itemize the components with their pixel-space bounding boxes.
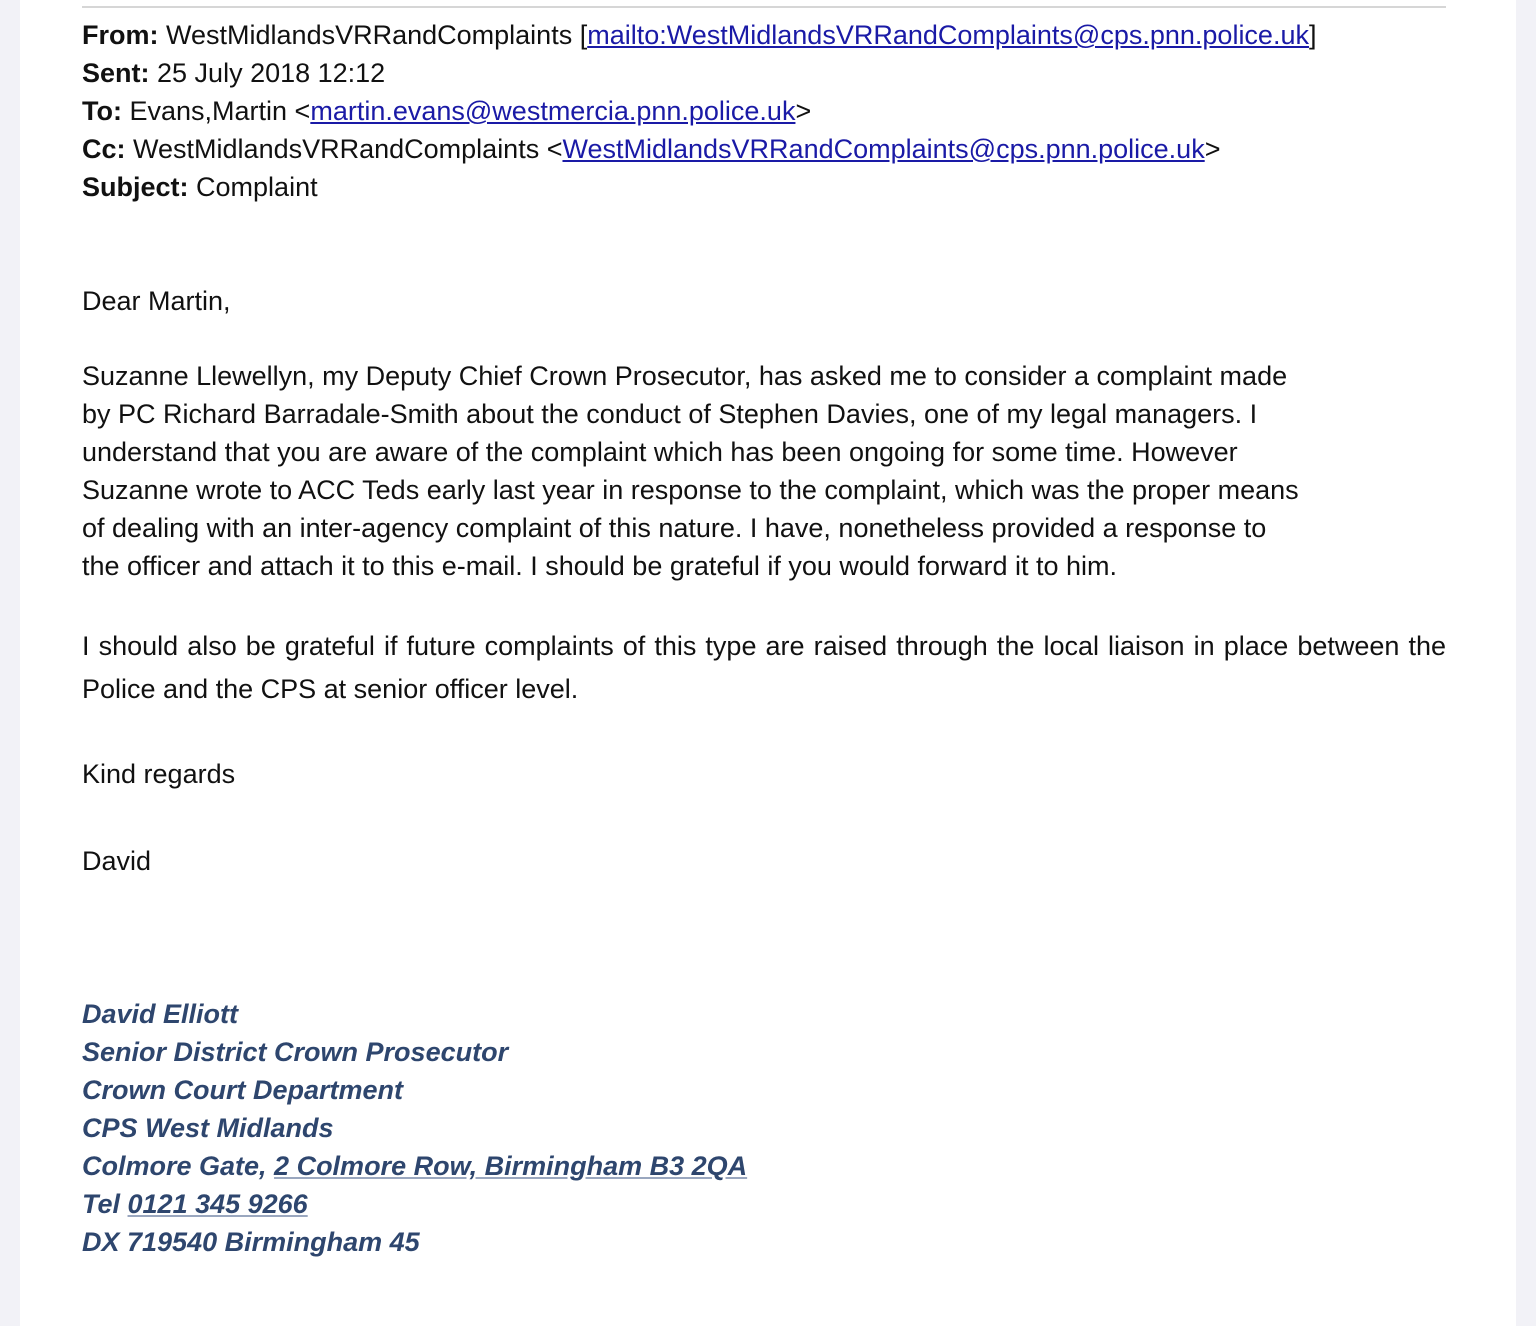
header-divider — [82, 6, 1446, 8]
signature-dx: DX 719540 Birmingham 45 — [82, 1227, 420, 1257]
cc-label: Cc: — [82, 134, 126, 164]
sent-value: 25 July 2018 12:12 — [157, 58, 386, 88]
to-row — [82, 92, 1446, 130]
address-start: Colmore Gate, — [82, 1151, 275, 1181]
signature-block — [82, 995, 1446, 1261]
to-name: Evans,Martin < — [129, 96, 311, 126]
paragraph-line: by PC Richard Barradale-Smith about the conduct of Stephen Davies, one of my legal managers. I — [82, 399, 1258, 429]
signature-name: David Elliott — [82, 999, 239, 1029]
from-row — [82, 16, 1446, 54]
signature-office: CPS West Midlands — [82, 1113, 334, 1143]
signature-tel — [82, 1185, 1446, 1223]
greeting: Dear Martin, — [82, 286, 231, 316]
to-bracket-close: > — [795, 96, 812, 126]
email-content — [82, 16, 1446, 1261]
subject-label: Subject: — [82, 172, 189, 202]
tel-number-link[interactable]: 0121 345 9266 — [127, 1189, 308, 1219]
cc-name: WestMidlandsVRRandComplaints < — [133, 134, 563, 164]
from-name: WestMidlandsVRRandComplaints — [166, 20, 573, 50]
from-label: From: — [82, 20, 159, 50]
cc-bracket-close: > — [1204, 134, 1221, 164]
paragraph-line: understand that you are aware of the complaint which has been ongoing for some time. However — [82, 437, 1238, 467]
to-email-link[interactable]: martin.evans@westmercia.pnn.police.uk — [310, 96, 796, 126]
body-paragraph-2: I should also be grateful if future complaints of this type are raised through the local liaison in place between the Police and the CPS at senior officer level. — [82, 631, 1446, 704]
signature-department: Crown Court Department — [82, 1075, 404, 1105]
sent-label: Sent: — [82, 58, 150, 88]
paragraph-line: of dealing with an inter-agency complaint of this nature. I have, nonetheless provided a response to — [82, 513, 1267, 543]
tel-label: Tel — [82, 1189, 128, 1219]
paragraph-line: Suzanne Llewellyn, my Deputy Chief Crown Prosecutor, has asked me to consider a complaint made — [82, 361, 1288, 391]
from-bracket-open: [ — [579, 20, 588, 50]
from-email-link[interactable]: mailto:WestMidlandsVRRandComplaints@cps.pnn.police.uk — [587, 20, 1309, 50]
cc-email-link[interactable]: WestMidlandsVRRandComplaints@cps.pnn.police.uk — [562, 134, 1205, 164]
closing: Kind regards — [82, 759, 236, 789]
subject-value: Complaint — [196, 172, 318, 202]
body-paragraph-1 — [82, 357, 1446, 585]
sent-row — [82, 54, 1446, 92]
sender-first-name: David — [82, 846, 152, 876]
to-label: To: — [82, 96, 122, 126]
from-bracket-close: ] — [1308, 20, 1317, 50]
cc-row — [82, 130, 1446, 168]
address-link[interactable]: 2 Colmore Row, Birmingham B3 2QA — [274, 1151, 748, 1181]
signature-address — [82, 1147, 1446, 1185]
signature-title: Senior District Crown Prosecutor — [82, 1037, 509, 1067]
subject-row — [82, 168, 1446, 206]
email-page — [20, 0, 1516, 1326]
paragraph-line: Suzanne wrote to ACC Teds early last year in response to the complaint, which was the proper means — [82, 475, 1299, 505]
paragraph-line: the officer and attach it to this e-mail. I should be grateful if you would forward it to him. — [82, 551, 1118, 581]
